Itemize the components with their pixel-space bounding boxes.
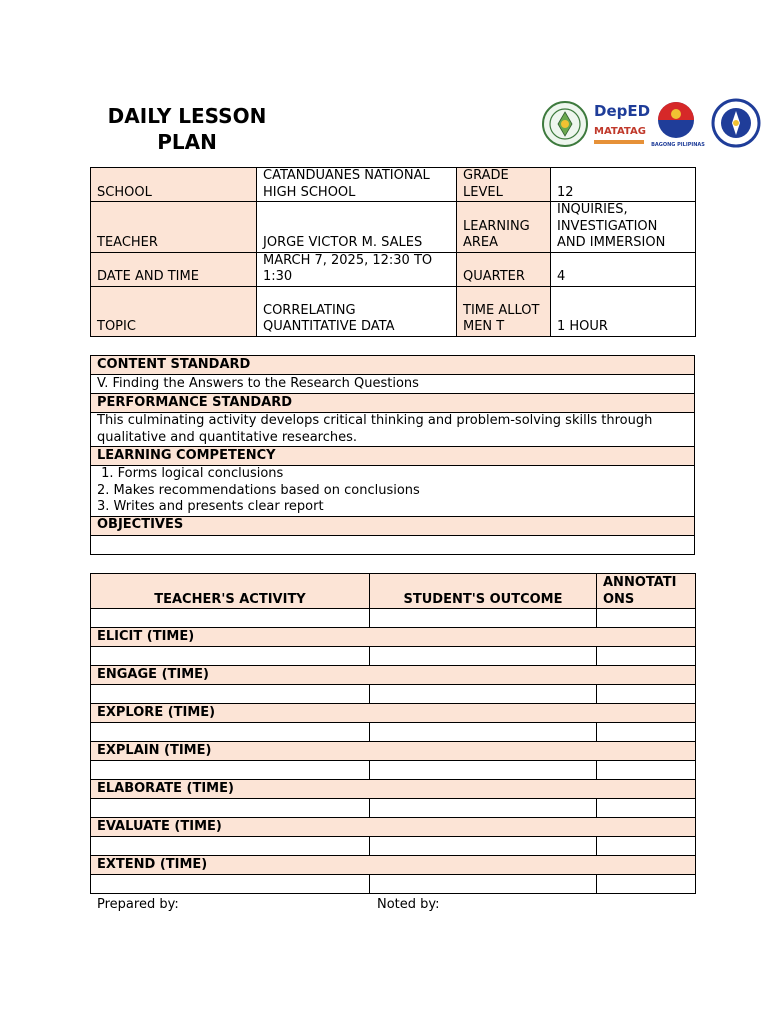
- topic-label: TOPIC: [91, 286, 257, 336]
- competency-item: 1. Forms logical conclusions: [97, 466, 284, 481]
- header-teachers-activity: TEACHER'S ACTIVITY: [91, 574, 370, 609]
- activity-cell: [91, 723, 370, 742]
- deped-wordmark: DepED: [594, 102, 651, 120]
- quarter-label: QUARTER: [457, 252, 551, 286]
- date-label: DATE AND TIME: [91, 252, 257, 286]
- annotation-cell: [597, 875, 696, 894]
- bagong-pilipinas-label: BAGONG PILIPINAS: [651, 142, 705, 148]
- section-engage: ENGAGE (TIME): [91, 666, 696, 685]
- school-label: SCHOOL: [91, 168, 257, 202]
- activity-cell: [91, 761, 370, 780]
- kagawaran-seal-icon: [711, 98, 761, 148]
- teacher-label: TEACHER: [91, 202, 257, 253]
- area-value: INQUIRIES, INVESTIGATION AND IMMERSION: [551, 202, 696, 253]
- performance-standard-value: This culminating activity develops critical thinking and problem-solving skills through qualitative and quantitative researches.: [91, 413, 695, 447]
- competency-item: 2. Makes recommendations based on conclusions: [97, 482, 420, 498]
- section-elaborate: ELABORATE (TIME): [91, 780, 696, 799]
- outcome-cell: [370, 875, 597, 894]
- outcome-cell: [370, 761, 597, 780]
- annotation-cell: [597, 723, 696, 742]
- outcome-cell: [370, 647, 597, 666]
- annotation-cell: [597, 647, 696, 666]
- grade-label: GRADE LEVEL: [457, 168, 551, 202]
- header-students-outcome: STUDENT'S OUTCOME: [370, 574, 597, 609]
- activity-cell: [91, 875, 370, 894]
- prepared-by-label: Prepared by:: [97, 897, 179, 912]
- matatag-wordmark: MATATAG: [594, 126, 646, 137]
- page-title: DAILY LESSON PLAN: [107, 104, 267, 154]
- competency-item: 3. Writes and presents clear report: [97, 499, 324, 514]
- activity-cell: [91, 609, 370, 628]
- learning-competency-label: LEARNING COMPETENCY: [91, 447, 695, 466]
- area-label: LEARNING AREA: [457, 202, 551, 253]
- outcome-cell: [370, 799, 597, 818]
- info-table: [90, 167, 696, 337]
- performance-standard-label: PERFORMANCE STANDARD: [91, 394, 695, 413]
- outcome-cell: [370, 609, 597, 628]
- header-logos: [541, 96, 761, 154]
- outcome-cell: [370, 723, 597, 742]
- content-standard-value: V. Finding the Answers to the Research Questions: [91, 375, 695, 394]
- bagong-pilipinas-icon: [654, 100, 698, 140]
- objectives-label: OBJECTIVES: [91, 516, 695, 535]
- section-evaluate: EVALUATE (TIME): [91, 818, 696, 837]
- time-allotment-value: 1 HOUR: [551, 286, 696, 336]
- activity-cell: [91, 685, 370, 704]
- annotation-cell: [597, 609, 696, 628]
- section-explain: EXPLAIN (TIME): [91, 742, 696, 761]
- time-allotment-label: TIME ALLOTMEN T: [457, 286, 551, 336]
- quarter-value: 4: [551, 252, 696, 286]
- activity-cell: [91, 647, 370, 666]
- outcome-cell: [370, 837, 597, 856]
- deped-matatag-logo: [594, 100, 651, 150]
- section-extend: EXTEND (TIME): [91, 856, 696, 875]
- standards-table: [90, 355, 695, 555]
- grade-value: 12: [551, 168, 696, 202]
- section-explore: EXPLORE (TIME): [91, 704, 696, 723]
- annotation-cell: [597, 799, 696, 818]
- date-value: MARCH 7, 2025, 12:30 TO 1:30: [257, 252, 457, 286]
- school-seal-icon: [541, 100, 589, 148]
- outcome-cell: [370, 685, 597, 704]
- school-value: CATANDUANES NATIONAL HIGH SCHOOL: [257, 168, 457, 202]
- teacher-value: JORGE VICTOR M. SALES: [257, 202, 457, 253]
- content-standard-label: CONTENT STANDARD: [91, 356, 695, 375]
- activity-cell: [91, 799, 370, 818]
- activity-cell: [91, 837, 370, 856]
- section-elicit: ELICIT (TIME): [91, 628, 696, 647]
- header-annotations: ANNOTATI ONS: [597, 574, 696, 609]
- noted-by-label: Noted by:: [377, 897, 440, 912]
- bagong-pilipinas-logo: [651, 100, 705, 152]
- learning-competency-list: [91, 466, 695, 517]
- topic-value: CORRELATING QUANTITATIVE DATA: [257, 286, 457, 336]
- annotation-cell: [597, 761, 696, 780]
- activities-table: [90, 573, 696, 894]
- annotation-cell: [597, 685, 696, 704]
- objectives-value: [91, 535, 695, 554]
- annotation-cell: [597, 837, 696, 856]
